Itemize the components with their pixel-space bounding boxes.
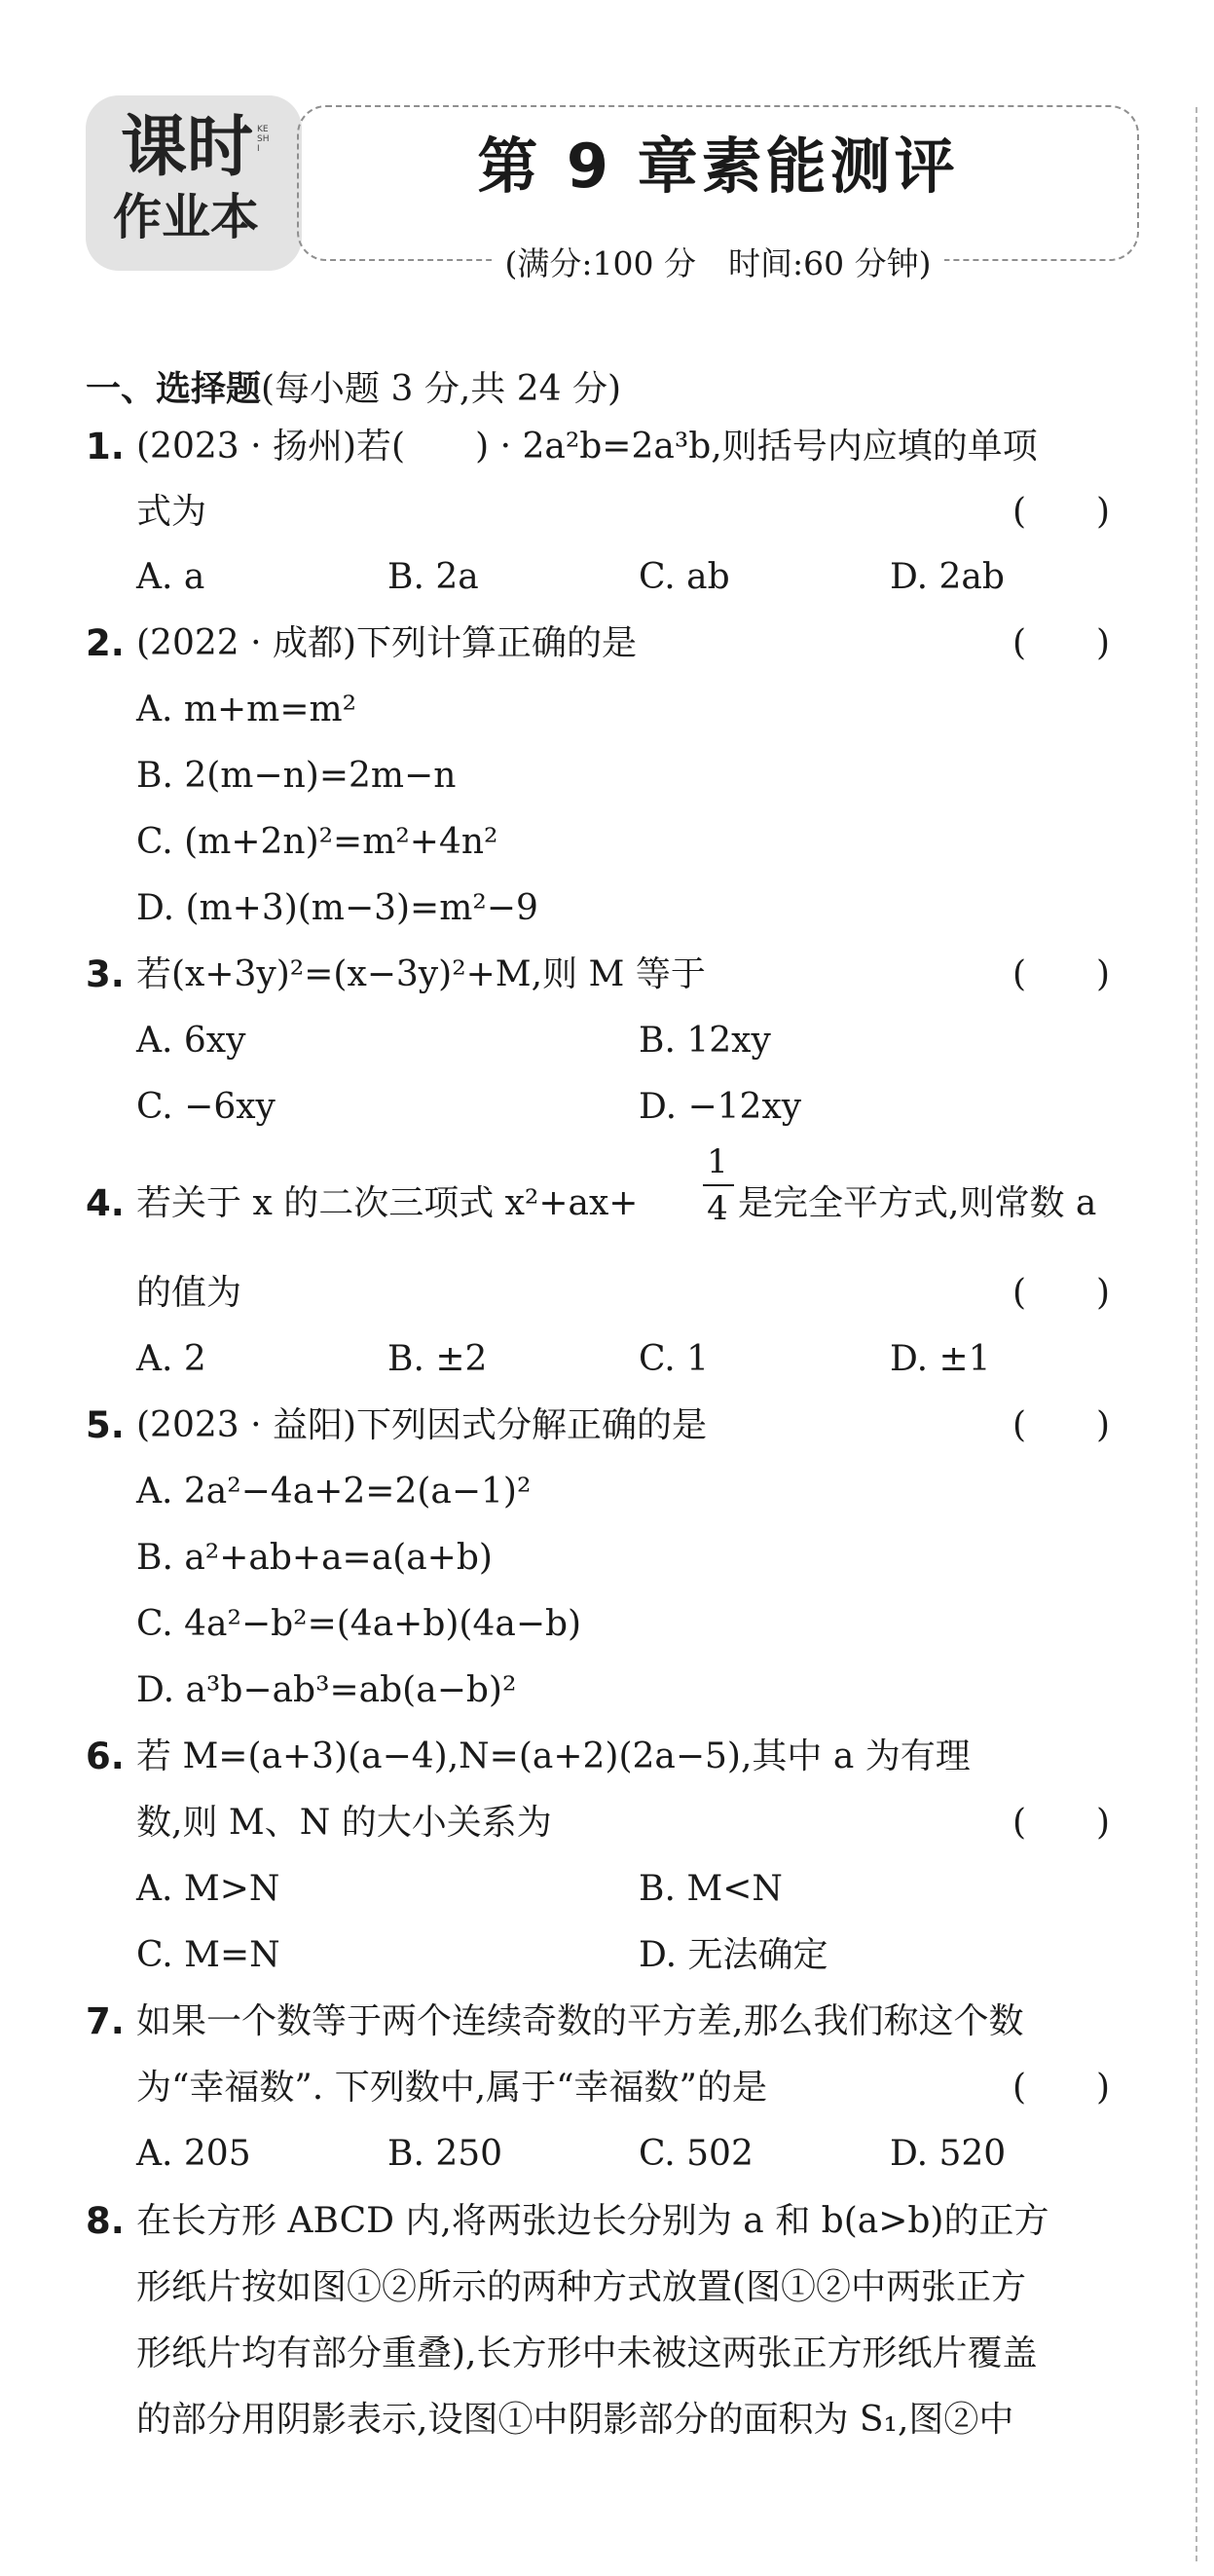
question-number: 1. <box>86 426 125 467</box>
logo-line1: 课时 <box>121 109 254 186</box>
question-text: 若关于 x 的二次三项式 x²+ax+ <box>136 1183 639 1223</box>
question-text: 若 M=(a+3)(a−4),N=(a+2)(2a−5),其中 a 为有理 <box>136 1736 971 1776</box>
question-number: 7. <box>86 2000 125 2042</box>
section-note: (每小题 3 分,共 24 分) <box>261 369 622 409</box>
option[interactable]: B. 2(m−n)=2m−n <box>136 756 457 796</box>
option[interactable]: B. ±2 <box>387 1339 488 1379</box>
question-text: 的部分用阴影表示,设图①中阴影部分的面积为 S₁,图②中 <box>136 2400 1014 2440</box>
option[interactable]: B. 250 <box>387 2134 503 2174</box>
answer-blank[interactable]: ( ) <box>1012 1405 1111 1445</box>
section-heading <box>86 368 1176 411</box>
logo-mini: KESHI <box>257 125 270 154</box>
question-text: 为“幸福数”. 下列数中,属于“幸福数”的是 <box>136 2068 767 2108</box>
option[interactable]: A. M>N <box>136 1869 280 1909</box>
option[interactable]: D. 无法确定 <box>639 1935 828 1975</box>
option[interactable]: C. −6xy <box>136 1087 276 1127</box>
page-subtitle <box>297 244 1139 282</box>
answer-blank[interactable]: ( ) <box>1012 492 1111 532</box>
option[interactable]: C. M=N <box>136 1935 280 1975</box>
subtitle-text: (满分:100 分 时间:60 分钟) <box>492 244 945 282</box>
option[interactable]: D. ±1 <box>890 1339 991 1379</box>
option[interactable]: D. −12xy <box>639 1087 802 1127</box>
question-text: 在长方形 ABCD 内,将两张边长分别为 a 和 b(a>b)的正方 <box>136 2201 1049 2241</box>
option[interactable]: C. (m+2n)²=m²+4n² <box>136 822 498 862</box>
logo-line2: 作业本 <box>113 189 259 245</box>
question-number: 3. <box>86 953 125 995</box>
answer-blank[interactable]: ( ) <box>1012 954 1111 994</box>
question-number: 6. <box>86 1736 125 1777</box>
question-text: (2022 · 成都)下列计算正确的是 <box>136 623 638 663</box>
question-text: 形纸片按如图①②所示的两种方式放置(图①②中两张正方 <box>136 2267 1027 2307</box>
question-text: 是完全平方式,则常数 a <box>738 1183 1097 1223</box>
question-number: 5. <box>86 1404 125 1446</box>
option[interactable]: A. 2a²−4a+2=2(a−1)² <box>136 1472 532 1512</box>
answer-blank[interactable]: ( ) <box>1012 623 1111 663</box>
question-text: 数,则 M、N 的大小关系为 <box>136 1803 552 1843</box>
option[interactable]: B. 12xy <box>639 1021 771 1061</box>
logo <box>86 95 302 271</box>
answer-blank[interactable]: ( ) <box>1012 1273 1111 1313</box>
option[interactable]: C. 1 <box>639 1339 710 1379</box>
answer-blank[interactable]: ( ) <box>1012 2068 1111 2108</box>
question-text: 式为 <box>136 492 207 532</box>
fraction-numerator: 1 <box>707 1142 728 1181</box>
option[interactable]: A. 2 <box>136 1339 206 1379</box>
option[interactable]: B. 2a <box>387 557 479 597</box>
option[interactable]: D. (m+3)(m−3)=m²−9 <box>136 888 538 928</box>
question-text: 若(x+3y)²=(x−3y)²+M,则 M 等于 <box>136 954 706 994</box>
option[interactable]: A. a <box>136 557 205 597</box>
option[interactable]: C. ab <box>639 557 730 597</box>
option[interactable]: C. 4a²−b²=(4a+b)(4a−b) <box>136 1604 582 1644</box>
section-title: 一、选择题 <box>86 369 262 409</box>
question-number: 8. <box>86 2200 125 2242</box>
question-number: 4. <box>86 1182 125 1224</box>
margin-rule <box>1196 107 1197 2561</box>
option[interactable]: D. 520 <box>890 2134 1007 2174</box>
option[interactable]: A. m+m=m² <box>136 690 357 729</box>
option[interactable]: C. 502 <box>639 2134 754 2174</box>
option[interactable]: A. 205 <box>136 2134 251 2174</box>
question-text: 形纸片均有部分重叠),长方形中未被这两张正方形纸片覆盖 <box>136 2333 1038 2373</box>
fraction-bar <box>703 1184 734 1186</box>
question-text: 如果一个数等于两个连续奇数的平方差,那么我们称这个数 <box>136 2001 1024 2041</box>
page-title: 第 9 章素能测评 <box>477 131 959 202</box>
option[interactable]: A. 6xy <box>136 1021 246 1061</box>
option[interactable]: B. a²+ab+a=a(a+b) <box>136 1538 493 1578</box>
question-text: (2023 · 益阳)下列因式分解正确的是 <box>136 1405 708 1445</box>
option[interactable]: D. a³b−ab³=ab(a−b)² <box>136 1670 517 1710</box>
answer-blank[interactable]: ( ) <box>1012 1803 1111 1843</box>
question-number: 2. <box>86 622 125 664</box>
option[interactable]: D. 2ab <box>890 557 1005 597</box>
fraction-denominator: 4 <box>707 1189 728 1228</box>
option[interactable]: B. M<N <box>639 1869 783 1909</box>
question-text: (2023 · 扬州)若( ) · 2a²b=2a³b,则括号内应填的单项 <box>136 427 1038 467</box>
question-text: 的值为 <box>136 1273 242 1313</box>
